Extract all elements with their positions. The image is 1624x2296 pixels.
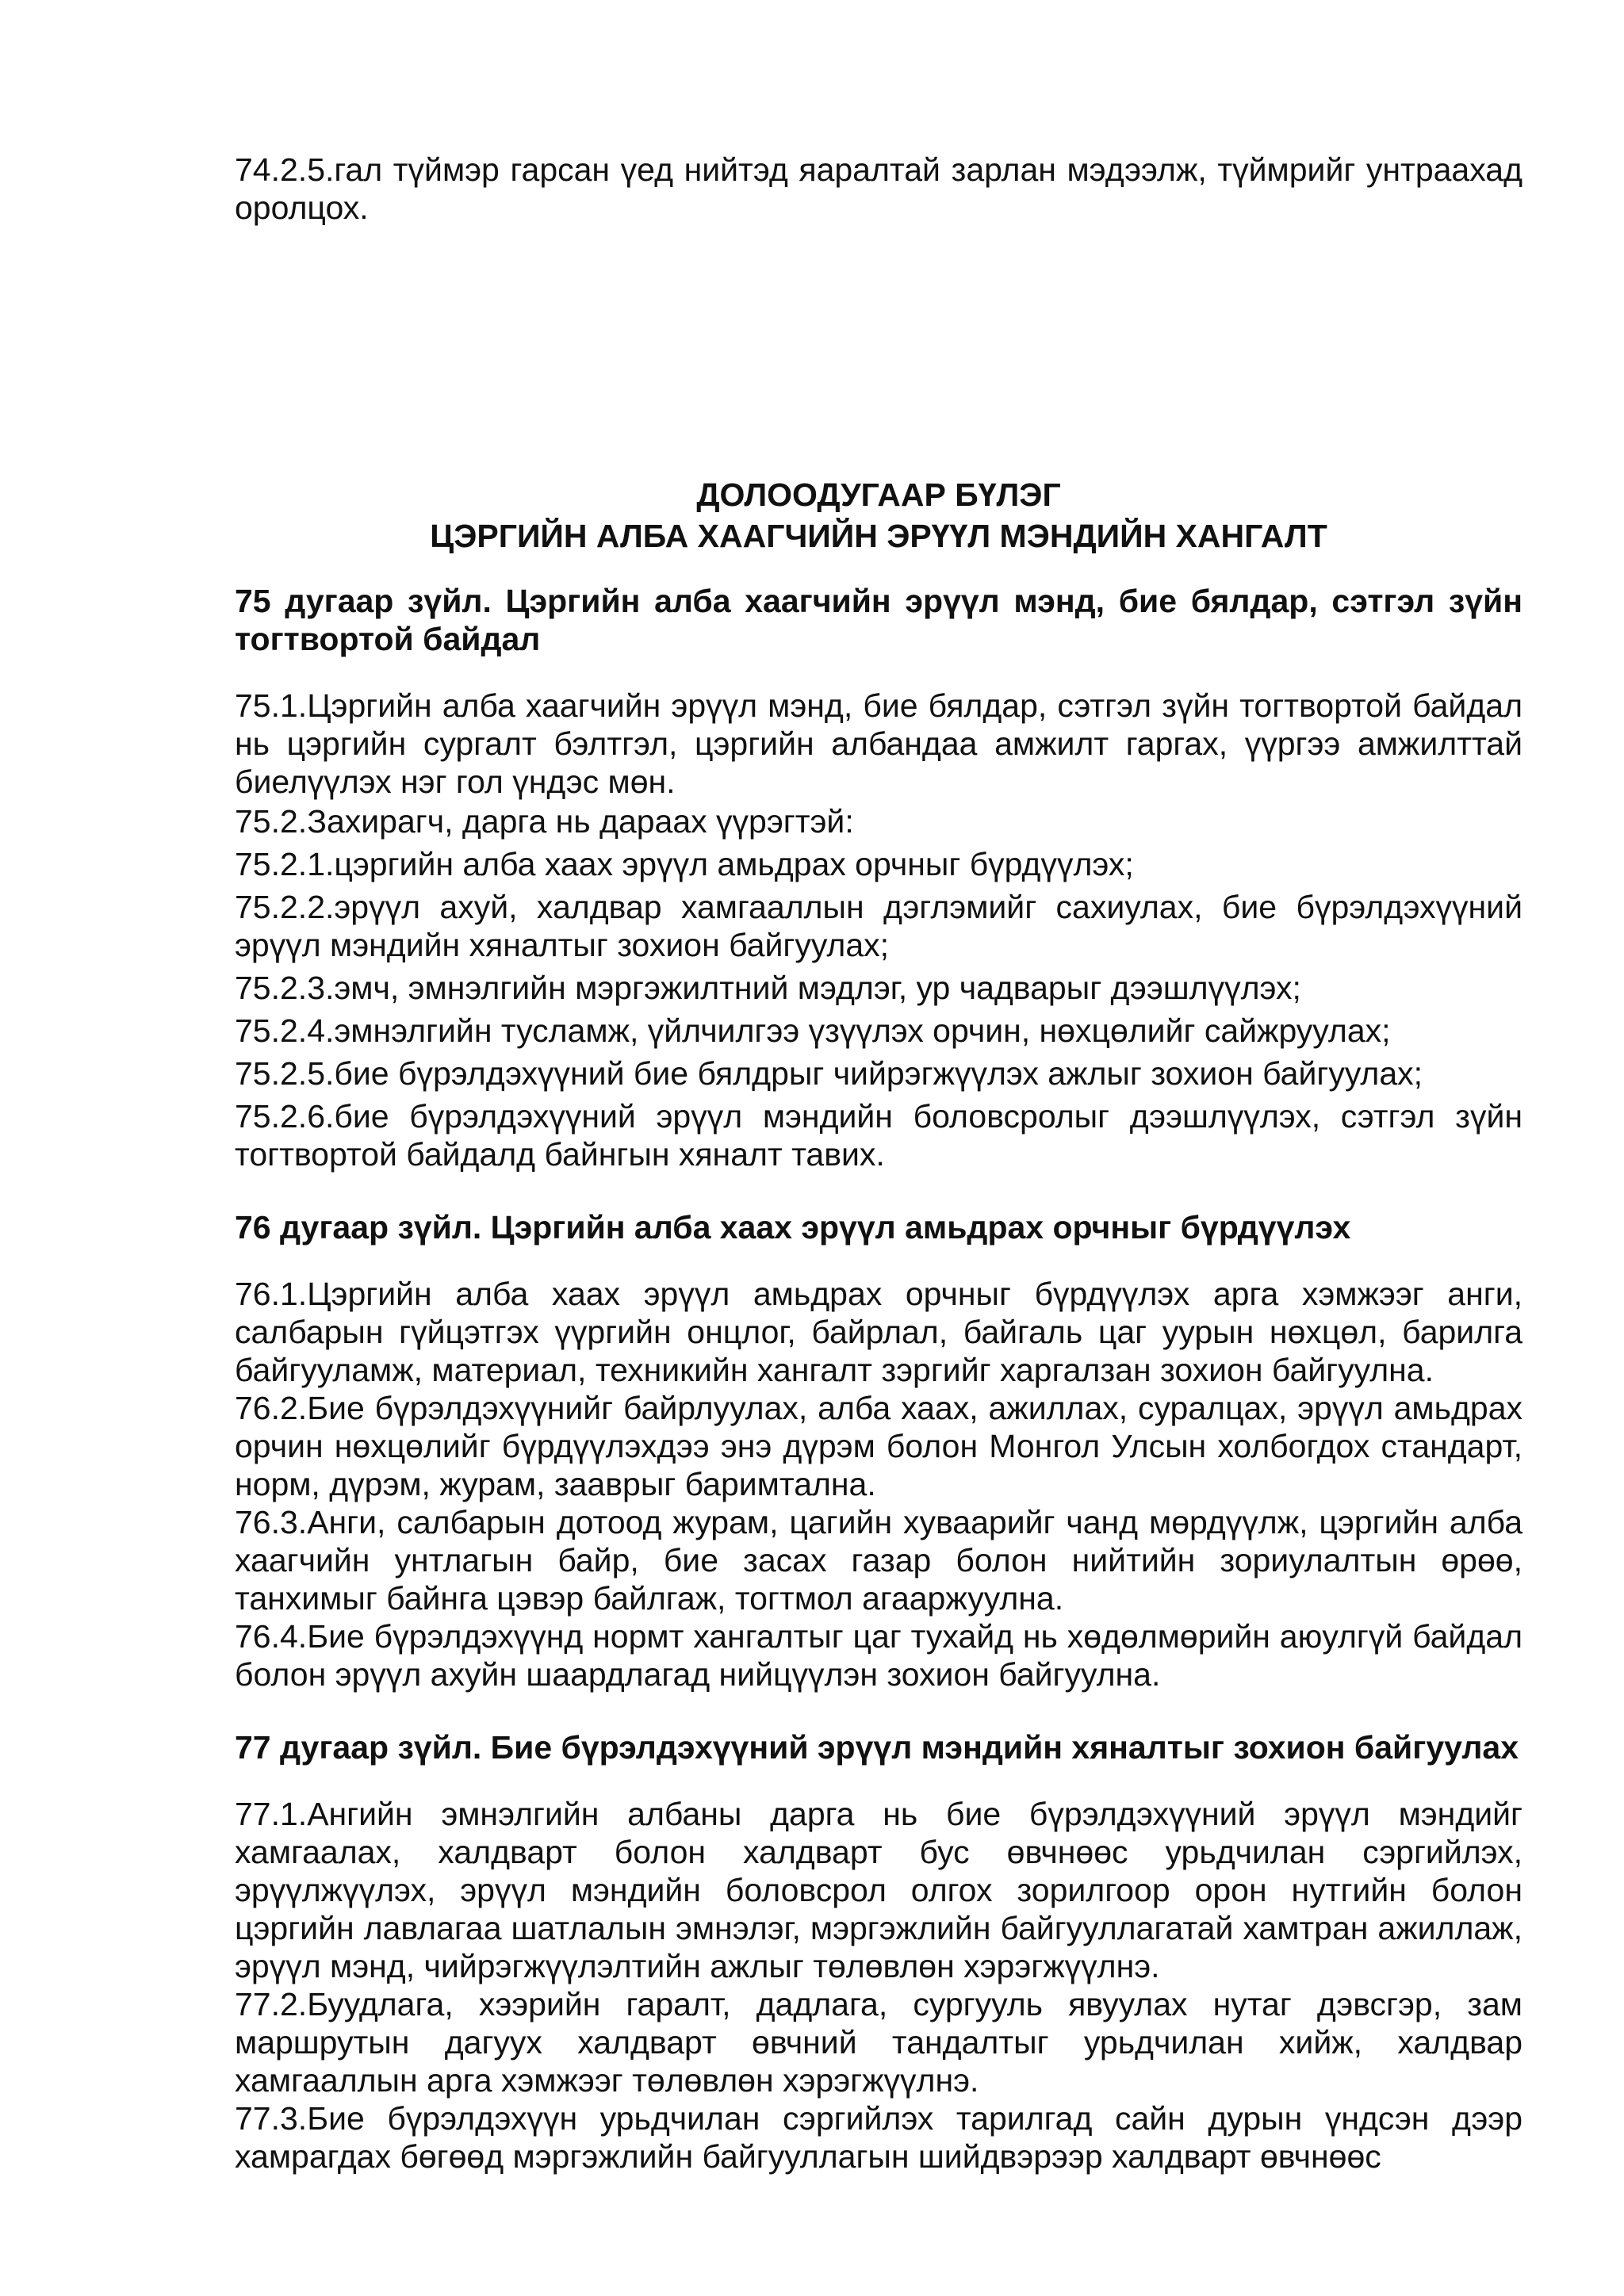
paragraph-75-2: 75.2.Захирагч, дарга нь дараах үүрэгтэй: [235, 803, 854, 840]
chapter-title: ЦЭРГИЙН АЛБА ХААГЧИЙН ЭРҮҮЛ МЭНДИЙН ХАНГАЛТ [430, 518, 1327, 554]
paragraph-75-2-6: 75.2.6.бие бүрэлдэхүүний эрүүл мэндийн боловсролыг дээшлүүлэх, сэтгэл зүйн тогтвортой байдалд байнгын хяналт тавих. [235, 1098, 1522, 1173]
paragraph-76-4: 76.4.Бие бүрэлдэхүүнд нормт хангалтыг цаг тухайд нь хөдөлмөрийн аюулгүй байдал болон эрүүл ахуйн шаардлагад нийцүүлэн зохион байгуулна. [235, 1618, 1522, 1693]
paragraph-75-2-1: 75.2.1.цэргийн алба хаах эрүүл амьдрах орчныг бүрдүүлэх; [235, 846, 1134, 882]
article-75-title: 75 дугаар зүйл. Цэргийн алба хаагчийн эрүүл мэнд, бие бялдар, сэтгэл зүйн тогтвортой байдал [235, 583, 1522, 657]
paragraph-75-1: 75.1.Цэргийн алба хаагчийн эрүүл мэнд, бие бялдар, сэтгэл зүйн тогтвортой байдал нь цэргийн сургалт бэлтгэл, цэргийн албандаа амжилт гаргах, үүргээ амжилттай биелүүлэх нэг гол үндэс мөн. [235, 687, 1522, 800]
paragraph-77-1: 77.1.Ангийн эмнэлгийн албаны дарга нь бие бүрэлдэхүүний эрүүл мэндийг хамгаалах, халдварт болон халдварт бус өвчнөөс урьдчилан сэргийлэх, эрүүлжүүлэх, эрүүл мэндийн боловсрол олгох зорилгоор орон нутгийн болон цэргийн лавлагаа шатлалын эмнэлэг, мэргэжлийн байгууллагатай хамтран ажиллаж, эрүүл мэнд, чийрэгжүүлэлтийн ажлыг төлөвлөн хэрэгжүүлнэ. [235, 1796, 1522, 1984]
paragraph-76-2: 76.2.Бие бүрэлдэхүүнийг байрлуулах, алба хаах, ажиллах, суралцах, эрүүл амьдрах орчин нөхцөлийг бүрдүүлэхдээ энэ дүрэм болон Монгол Улсын холбогдох стандарт, норм, дүрэм, журам, зааврыг баримтална. [235, 1390, 1522, 1502]
paragraph-75-2-5: 75.2.5.бие бүрэлдэхүүний бие бялдрыг чийрэгжүүлэх ажлыг зохион байгуулах; [235, 1055, 1423, 1092]
article-77-title: 77 дугаар зүйл. Бие бүрэлдэхүүний эрүүл мэндийн хяналтыг зохион байгуулах [235, 1729, 1519, 1766]
paragraph-77-3: 77.3.Бие бүрэлдэхүүн урьдчилан сэргийлэх тарилгад сайн дурын үндсэн дээр хамрагдах бөгөөд мэргэжлийн байгууллагын шийдвэрээр халдварт өвчнөөс [235, 2100, 1522, 2175]
paragraph-74-2-5: 74.2.5.гал түймэр гарсан үед нийтэд яаралтай зарлан мэдээлж, түймрийг унтраахад оролцох. [235, 151, 1522, 226]
chapter-heading [235, 474, 1522, 557]
paragraph-76-3: 76.3.Анги, салбарын дотоод журам, цагийн хуваарийг чанд мөрдүүлж, цэргийн алба хаагчийн унтлагын байр, бие засах газар болон нийтийн зориулалтын өрөө, танхимыг байнга цэвэр байлгаж, тогтмол агааржуулна. [235, 1504, 1522, 1617]
paragraph-76-1: 76.1.Цэргийн алба хаах эрүүл амьдрах орчныг бүрдүүлэх арга хэмжээг анги, салбарын гүйцэтгэх үүргийн онцлог, байрлал, байгаль цаг уурын нөхцөл, барилга байгууламж, материал, техникийн хангалт зэргийг харгалзан зохион байгуулна. [235, 1276, 1522, 1388]
document-page [235, 151, 1522, 2175]
chapter-number: ДОЛООДУГААР БҮЛЭГ [696, 476, 1061, 513]
paragraph-75-2-3: 75.2.3.эмч, эмнэлгийн мэргэжилтний мэдлэг, ур чадварыг дээшлүүлэх; [235, 970, 1301, 1006]
paragraph-77-2: 77.2.Буудлага, хээрийн гаралт, дадлага, сургууль явуулах нутаг дэвсгэр, зам маршрутын дагуух халдварт өвчний тандалтыг урьдчилан хийж, халдвар хамгааллын арга хэмжээг төлөвлөн хэрэгжүүлнэ. [235, 1986, 1522, 2099]
article-76-title: 76 дугаар зүйл. Цэргийн алба хаах эрүүл амьдрах орчныг бүрдүүлэх [235, 1209, 1351, 1246]
paragraph-75-2-2: 75.2.2.эрүүл ахуй, халдвар хамгааллын дэглэмийг сахиулах, бие бүрэлдэхүүний эрүүл мэндийн хяналтыг зохион байгуулах; [235, 889, 1522, 963]
paragraph-75-2-4: 75.2.4.эмнэлгийн тусламж, үйлчилгээ үзүүлэх орчин, нөхцөлийг сайжруулах; [235, 1012, 1391, 1049]
